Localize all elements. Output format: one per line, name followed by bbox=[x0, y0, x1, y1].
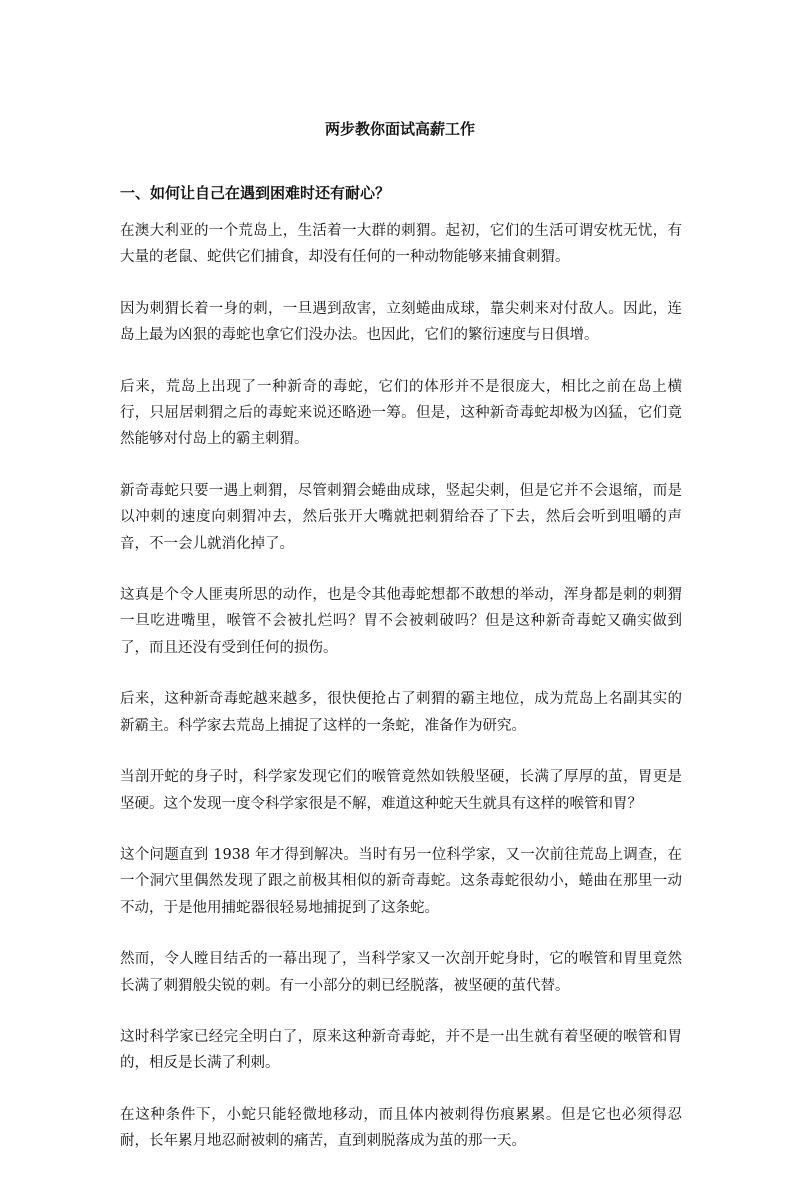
paragraph: 这真是个令人匪夷所思的动作，也是令其他毒蛇想都不敢想的举动，浑身都是刺的刺猬一旦吃进嘴里，喉管不会被扎烂吗？胃不会被刺破吗？但是这种新奇毒蛇又确实做到了，而且还没有受到任何的损伤。 bbox=[120, 587, 682, 656]
document-body bbox=[120, 218, 682, 1180]
paragraph: 后来，荒岛上出现了一种新奇的毒蛇，它们的体形并不是很庞大，相比之前在岛上横行，只屈居刺猬之后的毒蛇来说还略逊一筹。但是，这种新奇毒蛇却极为凶猛，它们竟然能够对付岛上的霸主刺猬。 bbox=[120, 378, 682, 448]
paragraph: 这时科学家已经完全明白了，原来这种新奇毒蛇，并不是一出生就有着坚硬的喉管和胃的，相反是长满了利刺。 bbox=[120, 1028, 682, 1072]
paragraph: 后来，这种新奇毒蛇越来越多，很快便抢占了刺猬的霸主地位，成为荒岛上名副其实的新霸主。科学家去荒岛上捕捉了这样的一条蛇，准备作为研究。 bbox=[120, 691, 682, 734]
paragraph: 当剖开蛇的身子时，科学家发现它们的喉管竟然如铁般坚硬，长满了厚厚的茧，胃更是坚硬。这个发现一度令科学家很是不解，难道这种蛇天生就具有这样的喉管和胃？ bbox=[120, 769, 682, 812]
paragraph: 这个问题直到 1938 年才得到解决。当时有另一位科学家，又一次前往荒岛上调查，在一个洞穴里偶然发现了跟之前极其相似的新奇毒蛇。这条毒蛇很幼小，蜷曲在那里一动不动，于是他用捕蛇器很轻易地捕捉到了这条蛇。 bbox=[120, 846, 682, 916]
paragraph: 因为刺猬长着一身的刺，一旦遇到敌害，立刻蜷曲成球，靠尖刺来对付敌人。因此，连岛上最为凶狠的毒蛇也拿它们没办法。也因此，它们的繁衍速度与日俱增。 bbox=[120, 300, 682, 344]
paragraph: 然而，令人瞠目结舌的一幕出现了，当科学家又一次剖开蛇身时，它的喉管和胃里竟然长满了刺猬般尖锐的刺。有一小部分的刺已经脱落，被坚硬的茧代替。 bbox=[120, 951, 682, 994]
section-heading: 一、如何让自己在遇到困难时还有耐心？ bbox=[120, 184, 391, 202]
paragraph: 在这种条件下，小蛇只能轻微地移动，而且体内被刺得伤痕累累。但是它也必须得忍耐，长年累月地忍耐被刺的痛苦，直到刺脱落成为茧的那一天。 bbox=[120, 1106, 682, 1150]
document-title: 两步教你面试高薪工作 bbox=[324, 120, 475, 138]
paragraph: 在澳大利亚的一个荒岛上，生活着一大群的刺猬。起初，它们的生活可谓安枕无忧，有大量的老鼠、蛇供它们捕食，却没有任何的一种动物能够来捕食刺猬。 bbox=[120, 223, 682, 266]
paragraph: 新奇毒蛇只要一遇上刺猬，尽管刺猬会蜷曲成球，竖起尖刺，但是它并不会退缩，而是以冲刺的速度向刺猬冲去，然后张开大嘴就把刺猬给吞了下去，然后会听到咀嚼的声音，不一会儿就消化掉了。 bbox=[120, 482, 682, 552]
